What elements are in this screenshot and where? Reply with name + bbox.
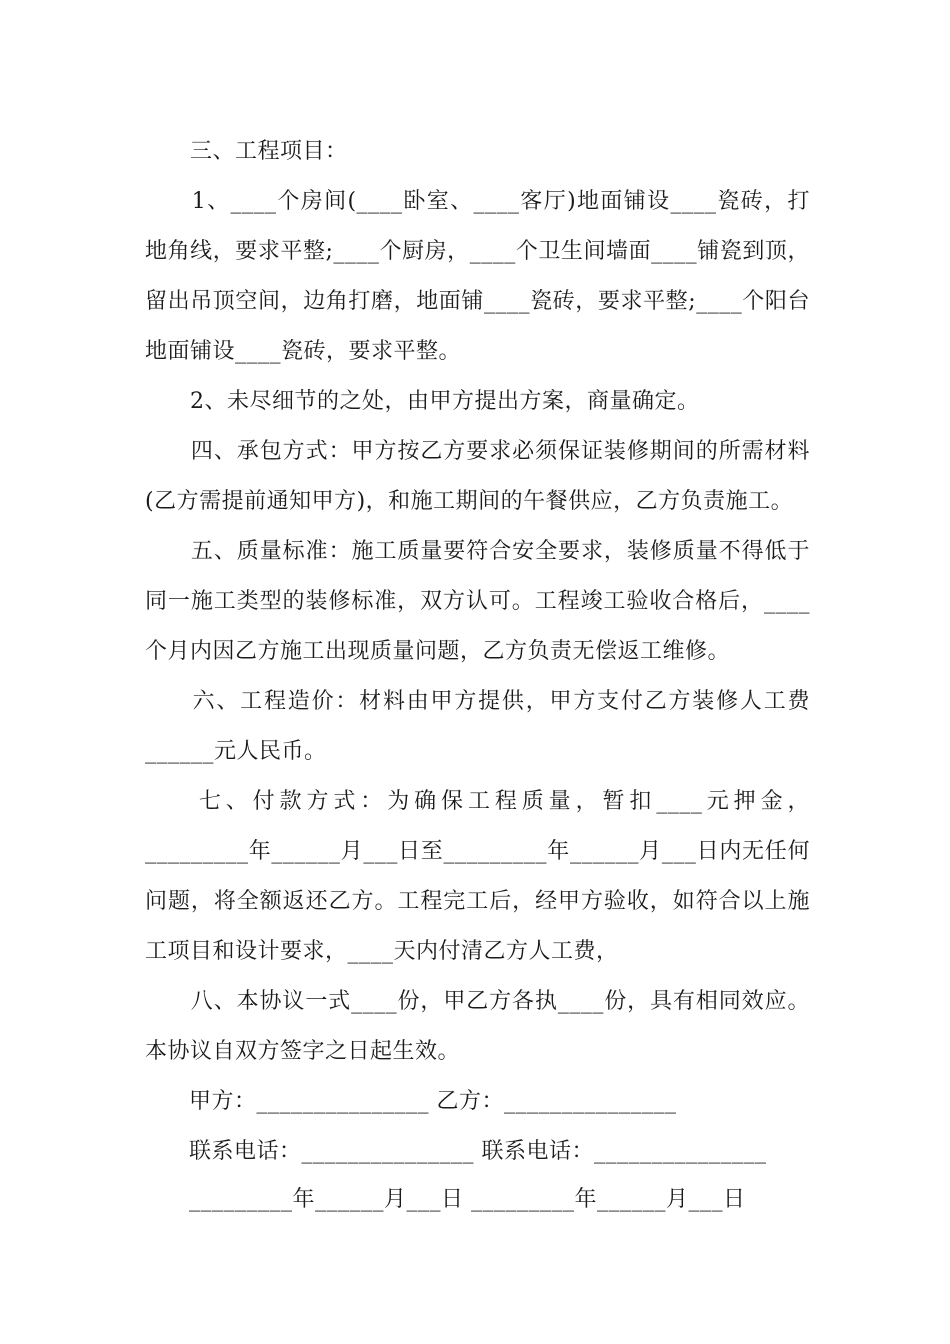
section-three-item-two: 2、未尽细节的之处，由甲方提出方案，商量确定。 [145,389,700,414]
section-three-item-one: 1、____个房间(____卧室、____客厅)地面铺设____瓷砖，打地角线，要求平整;____个厨房，____个卫生间墙面____铺瓷到顶，留出吊顶空间，边角打磨，地面铺____瓷砖，要求平整;____个阳台地面铺设____瓷砖，要求平整。 [145,189,810,364]
signature-date-line: _________年______月___日 _________年______月___日 [189,1187,746,1212]
section-three-heading: 三、工程项目： [145,139,348,164]
signature-phone-line: 联系电话：_______________ 联系电话：_______________ [189,1139,767,1164]
section-six-project-cost: 六、工程造价：材料由甲方提供，甲方支付乙方装修人工费______元人民币。 [145,689,810,764]
section-eight-agreement-copies: 八、本协议一式____份，甲乙方各执____份，具有相同效应。本协议自双方签字之日起生效。 [145,989,810,1064]
section-five-quality-standard: 五、质量标准：施工质量要符合安全要求，装修质量不得低于同一施工类型的装修标准，双方认可。工程竣工验收合格后，____个月内因乙方施工出现质量问题，乙方负责无偿返工维修。 [145,539,810,664]
signature-party-line: 甲方：_______________ 乙方：_______________ [189,1089,677,1114]
section-four-contract-method: 四、承包方式：甲方按乙方要求必须保证装修期间的所需材料(乙方需提前通知甲方)，和施工期间的午餐供应，乙方负责施工。 [145,439,810,514]
section-seven-payment-method: 七、付款方式：为确保工程质量，暂扣____元押金，_________年______月___日至_________年______月___日内无任何问题，将全额返还乙方。工程完工后，经甲方验收，如符合以上施工项目和设计要求，____天内付清乙方人工费， [145,789,810,964]
